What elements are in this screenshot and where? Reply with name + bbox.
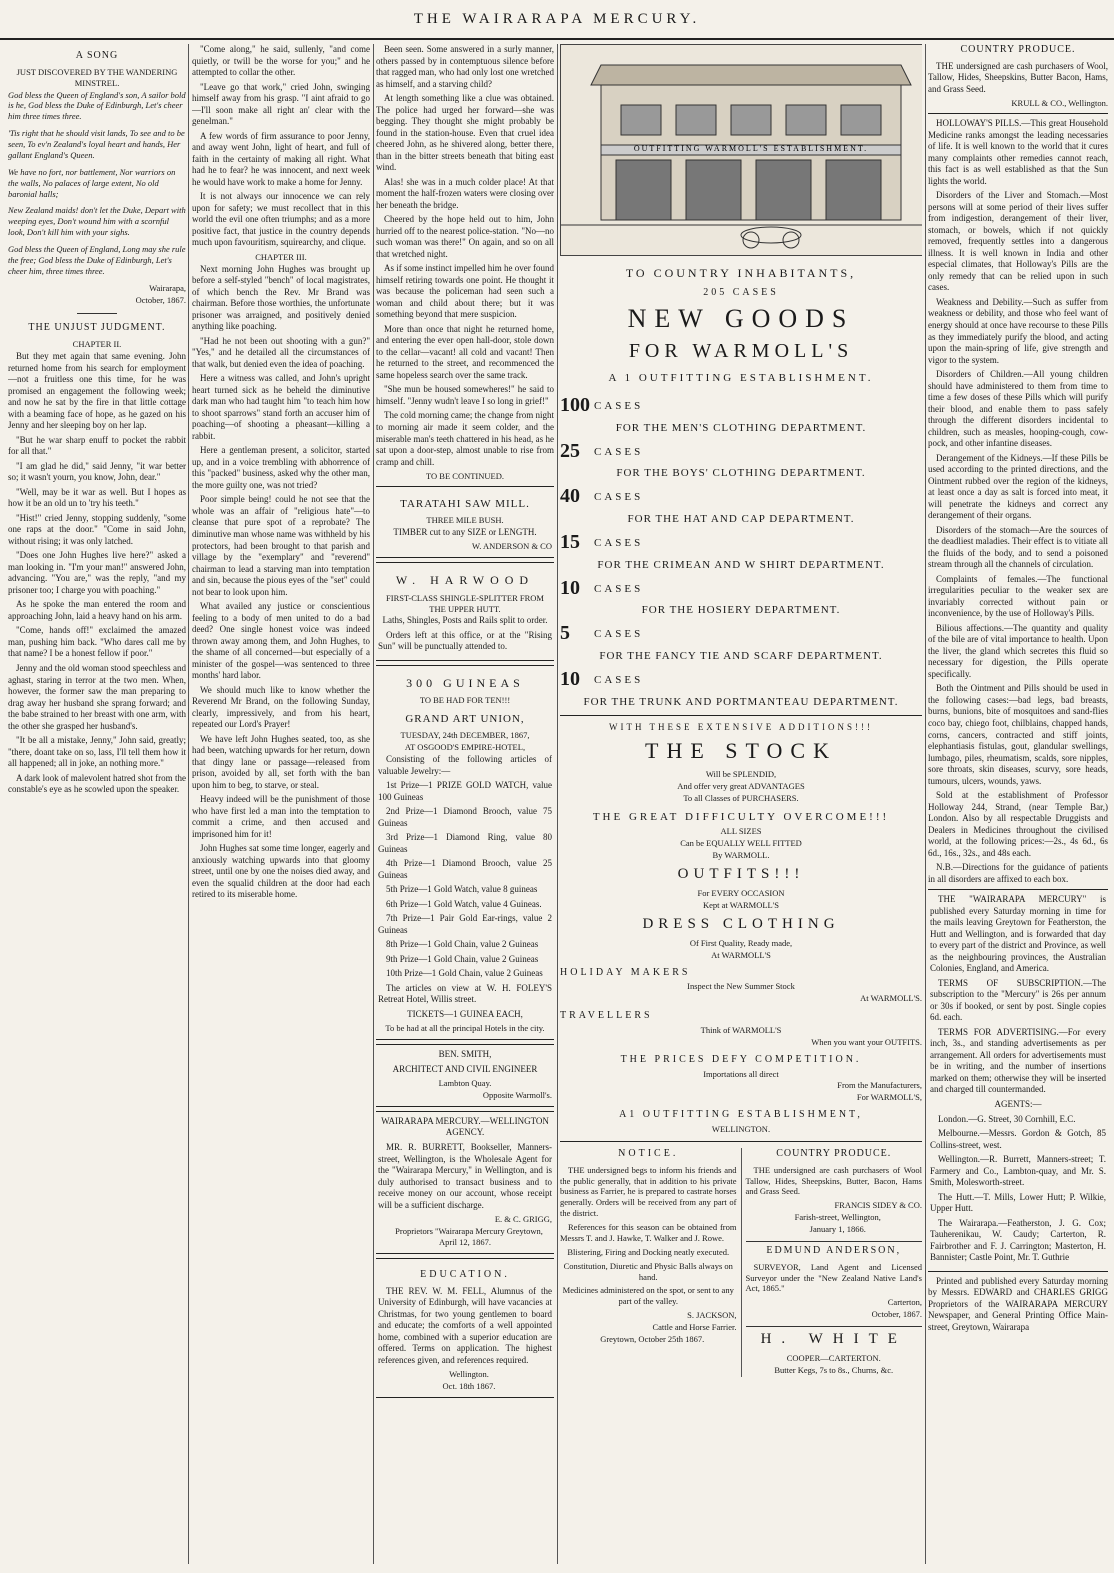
department-name: FOR THE HOSIERY DEPARTMENT.	[641, 604, 841, 617]
art-union-place: AT OSGOOD'S EMPIRE-HOTEL,	[404, 742, 526, 753]
masthead: THE WAIRARAPA MERCURY.	[0, 0, 1114, 40]
anderson-place: Carterton,	[887, 1297, 922, 1308]
prize-item: 3rd Prize—1 Diamond Ring, value 80 Guineas	[378, 832, 552, 854]
story-paragraph: A few words of firm assurance to poor Jenny, and away went John, light of heart, and full of faith in the certainty of making all right. What had he to fear? he was innocent, and next week he would have work to make a home for Jenny.	[192, 130, 370, 187]
mercury-paragraph: THE "WAIRARAPA MERCURY" is published every Saturday morning in time for the mails leaving Greytown for Featherston, the Hutt and Wellington, and is forwarded that day to every part of the district and Province, as well as the neighbouring provinces, the Australian Colonies, England, and America.	[930, 894, 1106, 974]
produce-text: THE undersigned are cash purchasers of Wool, Tallow, Hides, Sheepskins, Butter Bacon, Hams, and Grass Seed.	[928, 60, 1108, 94]
story-paragraph: Cheered by the hope held out to him, John hurried off to the nearest police-station. "No—no such woman was there!" On again, and so on all that wretched night.	[376, 214, 554, 259]
anderson-date: October, 1867.	[871, 1309, 922, 1320]
smith-title: BEN. SMITH,	[438, 1049, 492, 1060]
education-text: THE REV. W. M. FELL, Alumnus of the University of Edinburgh, will have vacancies at Christmas, for two young gentlemen to board and educate; the comforts of a well appointed home, combined with a superior education are offered. Terms on application. The highest references given, and references required.	[378, 1285, 552, 1365]
holloway-paragraph: N.B.—Directions for the guidance of patients in all disorders are affixed to each box.	[928, 862, 1108, 884]
notice-date: Greytown, October 25th 1867.	[600, 1333, 705, 1344]
difficulty-line: THE GREAT DIFFICULTY OVERCOME!!!	[592, 811, 890, 824]
for-warmoll-2: For WARMOLL'S,	[856, 1092, 922, 1103]
wellington-label: WELLINGTON.	[711, 1123, 771, 1134]
tickets-sub: To be had at all the principal Hotels in the city.	[385, 1023, 545, 1034]
harwood-text-2: Orders left at this office, or at the "Rising Sun" will be punctually attended to.	[378, 629, 552, 652]
art-union-date: TUESDAY, 24th DECEMBER, 1867,	[400, 730, 530, 741]
cases-count: 40	[560, 485, 580, 508]
stock-splendid: Will be SPLENDID,	[705, 769, 777, 780]
by-warmoll: By WARMOLL.	[712, 849, 770, 860]
saw-mill-title: TARATAHI SAW MILL.	[400, 497, 530, 510]
bottom-ads	[560, 1148, 922, 1377]
song-stanza: 'Tis right that he should visit lands, To see and to be seen, To ev'n Zealand's loyal heart and hands, Her gallant England's Queen.	[8, 128, 185, 160]
produce-text: THE undersigned are cash purchasers of Wool Tallow, Hides, Sheepskins, Butter, Bacon, Hams and Grass Seed.	[745, 1164, 922, 1197]
smith-opposite: Opposite Warmoll's.	[482, 1090, 552, 1101]
story-paragraph: Here a gentleman present, a solicitor, started up, and in a voice trembling with abhorrence of this "packed" business, asked why the other man, the more guilty one, was not tried?	[192, 445, 370, 490]
story-paragraph: As if some instinct impelled him he over found himself retiring towards one point. He thought it was because the policeman had seen such a woman and child about there; but it was something beyond that mere suspicion.	[376, 263, 554, 320]
inspect-stock: Inspect the New Summer Stock	[687, 981, 795, 992]
produce-addr: Farish-street, Wellington,	[794, 1212, 881, 1223]
agent-item: Melbourne.—Messrs. Gordon & Gotch, 85 Collins-street, west.	[930, 1128, 1106, 1150]
department-name: FOR THE MEN'S CLOTHING DEPARTMENT.	[615, 421, 867, 434]
department-name: FOR THE TRUNK AND PORTMANTEAU DEPARTMENT.	[583, 695, 899, 708]
department-item	[560, 439, 922, 481]
outfits: OUTFITS!!!	[677, 865, 805, 882]
cases-count: 10	[560, 576, 580, 599]
notice-med: Medicines administered on the spot, or sent to any part of the valley.	[562, 1285, 734, 1307]
agent-item: London.—G. Street, 30 Cornhill, E.C.	[938, 1113, 1076, 1124]
holloway-paragraph: Sold at the establishment of Professor Holloway 244, Strand, (near Temple Bar,) London. Also by all respectable Druggists and Dealers in Medicines throughout the civilised world, at the following prices:—2s., 4s 6d., 6s 6d., 16s., 32s., and 48s each.	[928, 790, 1108, 858]
agency-ad	[376, 1111, 554, 1254]
saw-mill-text: TIMBER cut to any SIZE or LENGTH.	[393, 526, 537, 537]
song-stanza: God bless the Queen of England, Long may she rule the free; God bless the Duke of Edinburgh, Let's cheer him, three times three.	[8, 244, 186, 276]
saw-mill-ad	[376, 486, 554, 558]
chapter-heading: CHAPTER II.	[72, 339, 122, 350]
story-paragraph: Next morning John Hughes was brought up before a self-styled "bench" of local magistrates, of which bench the Rev. Mr Brand was chairman. Before those worthies, the unfortunate prisoner was arraigned, and positively denied anything like poaching.	[192, 263, 370, 332]
department-item	[560, 667, 922, 709]
agent-item: The Wairarapa.—Featherston, J. G. Cox; Tauherenikau, W. Caudy; Carterton, R. Fairbrother and F. J. Carrington; Masterton, H. Bannister; Castle Point, Mr. T. Guthrie	[930, 1217, 1106, 1263]
agency-sign: E. & C. GRIGG,	[494, 1214, 552, 1225]
outfitting-establishment: A 1 OUTFITTING ESTABLISHMENT.	[608, 372, 874, 385]
divider	[928, 113, 1108, 114]
kept-at-warmoll: Kept at WARMOLL'S	[703, 899, 779, 910]
story-paragraph: Been seen. Some answered in a surly manner, others passed by in contemptuous silence before that ragged man, who had only lost one wretched as himself, and a starving child?	[376, 44, 554, 89]
holloway-paragraph: Disorders of the stomach—Are the sources of the deadliest maladies. Their effect is to vitiate all the fluids of the body, and to send a poisoned stream through all the channels of circulation.	[928, 524, 1108, 570]
the-stock: THE STOCK	[645, 738, 837, 764]
story-paragraph: "I am glad he did," said Jenny, "it war better so; it wasn't yourn, you know, John, dear."	[8, 460, 186, 483]
column-rule	[557, 44, 558, 1564]
continued-label: TO BE CONTINUED.	[426, 471, 504, 482]
mercury-notice	[928, 889, 1108, 1271]
notice-const: Constitution, Diuretic and Physic Balls always on hand.	[563, 1260, 733, 1282]
notice-refs: References for this season can be obtained from Messrs T. and J. Hawke, T. Walker and J. Rowe.	[560, 1222, 737, 1243]
story-paragraph: "Come along," he said, sullenly, "and come quietly, or twill be the worse for you;" and he attempted to collar the other.	[192, 44, 370, 78]
at-warmoll: At WARMOLL'S	[711, 949, 771, 960]
cases-205: 205 CASES	[703, 287, 779, 299]
prize-item: 7th Prize—1 Pair Gold Ear-rings, value 2 Guineas	[378, 913, 552, 935]
all-sizes: ALL SIZES	[720, 826, 762, 837]
song-title: A SONG	[75, 50, 119, 61]
song-date: October, 1867.	[135, 294, 186, 305]
to-country: TO COUNTRY INHABITANTS,	[625, 266, 857, 280]
white-title: H. WHITE	[746, 1326, 923, 1349]
prize-item: 9th Prize—1 Gold Chain, value 2 Guineas	[386, 953, 539, 964]
storefront-engraving	[560, 44, 922, 256]
prize-item: 8th Prize—1 Gold Chain, value 2 Guineas	[386, 939, 539, 950]
story-title: THE UNJUST JUDGMENT.	[28, 322, 166, 334]
cases-word: CASES	[594, 491, 644, 504]
storefront-sign: OUTFITTING WARMOLL'S ESTABLISHMENT.	[633, 144, 869, 153]
song-place: Wairarapa,	[149, 282, 186, 293]
holiday-makers: HOLIDAY MAKERS	[560, 966, 691, 978]
story-paragraph: What availed any justice or conscientious feeling to a body of men united to do a bad deed? One single honest voice was indeed thrown away among them, and John Hughes, to the shame of all concerned—but especially of a minister of the gospel—was sentenced to three months' hard labor.	[192, 601, 370, 681]
art-union-view: The articles on view at W. H. FOLEY'S Retreat Hotel, Willis street.	[378, 982, 552, 1005]
song-stanza: New Zealand maids! don't let the Duke, Depart with weeping eyes, Don't wound him with a scornful look, Don't kill him with your sighs.	[8, 205, 186, 238]
story-paragraph: More than once that night he returned home, and entering the ever open hall-door, stole down to the cellar—vacant! all cold and vacant! Then he returned to the street, and recommenced the same hopeless search over the same track.	[376, 323, 554, 380]
story-paragraph: Jenny and the old woman stood speechless and aghast, staring in terror at the two men. When, however, the former saw the man preparing to drag away her husband she sprang forward; and the babe strained to her breast with one arm, with the other she grasped her husband's.	[8, 662, 186, 731]
divider	[77, 313, 117, 314]
department-item	[560, 621, 922, 663]
harwood-title: W. HARWOOD	[395, 573, 535, 588]
prize-item: 4th Prize—1 Diamond Brooch, value 25 Guineas	[378, 858, 552, 880]
education-place: Wellington.	[449, 1369, 489, 1380]
cases-count: 25	[560, 439, 580, 462]
departments-list	[560, 393, 922, 709]
agency-sign-2: Proprietors "Wairarapa Mercury Greytown, April 12, 1867.	[395, 1225, 543, 1247]
prices-line: THE PRICES DEFY COMPETITION.	[620, 1053, 862, 1065]
from-manufacturers: From the Manufacturers,	[837, 1080, 922, 1091]
agency-title: WAIRARAPA MERCURY.—WELLINGTON AGENCY.	[381, 1115, 549, 1138]
agent-item: Wellington.—R. Burrett, Manners-street; T. Farmery and Co., Lambton-quay, and Mr. S. Smith, Molesworth-street.	[930, 1154, 1106, 1188]
smith-role: ARCHITECT AND CIVIL ENGINEER	[392, 1063, 538, 1074]
divider	[560, 1141, 922, 1142]
fitted: Can be EQUALLY WELL FITTED	[680, 838, 802, 849]
anderson-text: SURVEYOR, Land Agent and Licensed Surveyor under the "New Zealand Native Land's Act, 1865."	[745, 1261, 922, 1294]
story-paragraph: It is not always our innocence we can rely upon for safety; we must recollect that in this world the evil one often triumphs; and as a more positive fact, that justice in the country depends much upon favouritism, squirearchy, and clique.	[192, 191, 370, 248]
column-rule	[188, 44, 189, 1564]
every-occasion: For EVERY OCCASION	[697, 887, 785, 898]
harwood-text: Laths, Shingles, Posts and Rails split to order.	[382, 615, 548, 626]
story-paragraph: "Come, hands off!" exclaimed the amazed man, pushing him back. "Who dares call me by that name? I be a honest fellow if poor."	[8, 625, 186, 659]
smith-place: Lambton Quay.	[438, 1078, 492, 1089]
art-union-desc: Consisting of the following articles of valuable Jewelry:—	[378, 753, 552, 776]
story-paragraph: At length something like a clue was obtained. The police had urged her forward—she was begging. They thought she might probably be found in the station-house. Even that cruel idea cheered John, as he shivered along, better there, than in the bitter streets beneath that biting east wind.	[376, 93, 554, 173]
story-paragraph: "She mun be housed somewheres!" he said to himself. "Jenny wudn't leave I so long in grief!"	[376, 384, 554, 406]
notice-sign: S. JACKSON,	[687, 1310, 737, 1321]
mercury-paragraph: TERMS OF SUBSCRIPTION.—The subscription to the "Mercury" is 26s per annum or 30s if booked, or sent by post. Single copies 6d. each.	[930, 977, 1106, 1023]
department-item	[560, 530, 922, 572]
guineas-title: 300 GUINEAS	[406, 675, 524, 690]
saw-mill-sub: THREE MILE BUSH.	[426, 515, 504, 525]
prize-item: 2nd Prize—1 Diamond Brooch, value 75 Guineas	[378, 806, 552, 828]
want-outfits: When you want your OUTFITS.	[811, 1036, 922, 1047]
produce-anderson-white	[741, 1148, 923, 1377]
cases-word: CASES	[594, 673, 644, 686]
story-paragraph: We should much like to know whether the Reverend Mr Brand, on the following Sunday, clearly, impressively, and from his heart, repeated our Lord's Prayer!	[192, 684, 370, 730]
story-paragraph: Heavy indeed will be the punishment of those who have first led a man into the temptation to commit a crime, and then accused and imprisoned him for it!	[192, 794, 370, 839]
holloway-paragraph: Both the Ointment and Pills should be used in the following cases:—bad legs, bad breasts, burns, bunions, bite of mosquitoes and sand-flies coco bay, chiego foot, chilblains, chapped hands, corns, cancers, contracted and stiff joints, elephantiasis fistulas, gout, glandular swellings, lumbago, piles, rheumatism, scalds, sore nipples, sore throats, skin diseases, scurvy, sore heads, tumours, ulcers, wounds, yaws.	[928, 683, 1108, 786]
cases-word: CASES	[594, 445, 644, 458]
song-stanza: We have no fort, nor battlement, Nor warriors on the walls, No palaces of large extent, No old baronial halls;	[8, 166, 176, 199]
art-union-ad	[376, 665, 554, 1040]
holloway-paragraph: Disorders of the Liver and Stomach.—Most persons will at some period of their lives suffer from indigestion, derangement of their liver, stomach, or bowels, which if not quickly removed, frequently settles into a dangerous illness. It is well known in India and other especial climates, that Holloway's Pills are the only remedy that can be relied upon in such cases.	[928, 190, 1108, 293]
department-name: FOR THE CRIMEAN AND W SHIRT DEPARTMENT.	[597, 558, 885, 571]
holloway-paragraph: Disorders of Children.—All young children should have administered to them from time to time a few doses of these Pills which will purify their blood, and enable them to pass safely through the different disorders incidental to children, such as measles, hooping-cough, cow-pock, and other infantine diseases.	[928, 369, 1108, 449]
imprint: Printed and published every Saturday morning by Messrs. EDWARD and CHARLES GRIGG Proprietors of the WAIRARAPA MERCURY Newspaper, and General Printing Office Main-street, Greytown, Wairarapa	[928, 1275, 1108, 1332]
new-goods: NEW GOODS	[627, 304, 855, 334]
department-item	[560, 484, 922, 526]
produce-date: January 1, 1866.	[809, 1224, 866, 1235]
cases-count: 5	[560, 622, 570, 645]
department-item	[560, 576, 922, 618]
tickets-label: TICKETS—1 GUINEA EACH,	[407, 1008, 523, 1019]
department-name: FOR THE BOYS' CLOTHING DEPARTMENT.	[616, 467, 866, 480]
song-subtitle: JUST DISCOVERED BY THE WANDERING MINSTREL.	[16, 66, 178, 88]
department-item	[560, 393, 922, 435]
notice-text: THE undersigned begs to inform his friends and the public generally, that in addition to his private business as Farrier, he is prepared to castrate horses generally. Orders will be received from any part of the district.	[560, 1164, 737, 1219]
cases-count: 100	[560, 394, 590, 417]
produce-title: COUNTRY PRODUCE.	[960, 44, 1076, 55]
story-paragraph: "Leave go that work," cried John, swinging himself away from his grasp. "I aint afraid to go—I'll soon make all right an' clear with the genelman."	[192, 81, 370, 127]
column-rule	[925, 44, 926, 1564]
story-paragraph: As he spoke the man entered the room and approaching John, laid a heavy hand on his arm.	[8, 599, 186, 621]
cases-word: CASES	[594, 628, 644, 641]
holloway-paragraph: Complaints of females.—The functional irregularities peculiar to the weaker sex are invariably corrected without pain or inconvenience, by the use of Holloway's Pills.	[928, 573, 1108, 619]
at-warmoll-2: At WARMOLL'S.	[860, 993, 922, 1004]
column-1	[8, 44, 186, 1564]
first-quality: Of First Quality, Ready made,	[689, 937, 793, 948]
column-4	[560, 44, 922, 1564]
stock-advantages: And offer very great ADVANTAGES	[677, 781, 805, 792]
chapter-heading: CHAPTER III.	[255, 251, 307, 262]
importations: Importations all direct	[703, 1068, 779, 1079]
prize-item: 6th Prize—1 Gold Watch, value 4 Guineas.	[386, 898, 542, 909]
guineas-sub: TO BE HAD FOR TEN!!!	[419, 695, 511, 706]
saw-mill-sign: W. ANDERSON & CO	[472, 541, 552, 552]
holloway-paragraph: Weakness and Debility.—Such as suffer from weakness or debility, and those who feel want of energy should at once have recourse to these Pills as they immediately purify the blood, and acting upon the main-spring of life, give strength and vigor to the system.	[928, 296, 1108, 365]
cases-count: 15	[560, 531, 580, 554]
additions-line: WITH THESE EXTENSIVE ADDITIONS!!!	[608, 721, 874, 732]
story-paragraph: Poor simple being! could he not see that the whole was an affair of "religious hate"—to cleanse that pure spot of a reprobate? The diminutive man whose name was withheld by his protectors, had been brought to that parish and village by the "exemplary" and "reverend" chairman to lead a starving man into temptation and sin, because the pious eyes of the "set" could not bear to look upon him.	[192, 494, 370, 597]
agent-item: The Hutt.—T. Mills, Lower Hutt; P. Wilkie, Upper Hutt.	[930, 1191, 1106, 1214]
storefront-illustration	[561, 45, 922, 255]
story-paragraph: "It be all a mistake, Jenny," John said, greatly; "there, doant take on so, lass, I'll tell them how it all happened; all in joke, an nothing more."	[8, 735, 186, 769]
story-paragraph: "Had he not been out shooting with a gun?" "Yes," and he detailed all the circumstances of that walk, but denied even the idea of poaching.	[192, 335, 370, 369]
white-role: COOPER—CARTERTON.	[786, 1353, 881, 1364]
for-warmoll: FOR WARMOLL'S	[628, 340, 854, 363]
produce-title: COUNTRY PRODUCE.	[776, 1147, 892, 1159]
story-paragraph: We have left John Hughes seated, too, as she had been, watching upwards for her return, down that dingy lane or passage—released from prison, avoided by all, set forth with the ban upon him to beg, to starve, or steal.	[192, 733, 370, 790]
song-stanza: God bless the Queen of England's son, A sailor bold is he, God bless the Duke of Edinburgh, Let's cheer him three times three.	[8, 89, 186, 122]
cases-word: CASES	[594, 399, 644, 412]
dress-clothing: DRESS CLOTHING	[642, 915, 840, 932]
education-date: Oct. 18th 1867.	[442, 1380, 496, 1391]
holloway-paragraph: Derangement of the Kidneys.—If these Pills be used according to the printed directions, and the Ointment rubbed over the region of the kidneys, at least once a day as salt is forced into meat, it will penetrate the kidneys and correct any derangement of their organs.	[928, 452, 1108, 521]
stock-purchasers: To all Classes of PURCHASERS.	[683, 793, 799, 804]
department-name: FOR THE HAT AND CAP DEPARTMENT.	[627, 513, 855, 526]
education-ad	[376, 1258, 554, 1398]
department-name: FOR THE FANCY TIE AND SCARF DEPARTMENT.	[599, 650, 883, 663]
harwood-sub: FIRST-CLASS SHINGLE-SPLITTER FROM THE UPPER HUTT.	[386, 592, 544, 614]
notice-blister: Blistering, Firing and Docking neatly executed.	[567, 1246, 730, 1257]
song-poem	[8, 90, 186, 277]
story-paragraph: "Does one John Hughes live here?" asked a man looking in. "I'm your man!" answered John, advancing. "You are," was the reply, "and my prisoner too; I charge you with poaching."	[8, 550, 186, 595]
notice-role: Cattle and Horse Farrier.	[652, 1322, 737, 1333]
produce-sign: FRANCIS SIDEY & CO.	[834, 1200, 922, 1211]
column-3	[376, 44, 554, 1564]
agents-title: AGENTS:—	[994, 1098, 1042, 1109]
story-paragraph: John Hughes sat some time longer, eagerly and anxiously watching upwards into that gloomy street, until one by one the noises died away, and even the squalid children at the door had each retired to its miserable home.	[192, 843, 370, 900]
story-paragraph: A dark look of malevolent hatred shot from the constable's eye as he scowled upon the speaker.	[8, 772, 186, 795]
column-2	[192, 44, 370, 1564]
travellers: TRAVELLERS	[560, 1010, 653, 1022]
story-paragraph: Alas! she was in a much colder place! At that moment the half-frozen waters were closing over her beneath the bridge.	[376, 176, 554, 210]
story-paragraph: "Hist!" cried Jenny, stopping suddenly, "some one raps at the door." "Come in said John, without rising; it was only latched.	[8, 512, 186, 546]
story-paragraph: But they met again that same evening. John returned home from his search for employment—not a fruitless one this time, for he was promised an engagement the following week; and now he sat by the fire in that little cottage with a beaming face of hope, as he gazed on his Jenny and her sleeping boy on her lap.	[8, 351, 186, 431]
white-text: Butter Kegs, 7s to 8s., Churns, &c.	[774, 1365, 894, 1376]
cases-word: CASES	[594, 582, 644, 595]
cases-count: 10	[560, 668, 580, 691]
agency-text: MR. R. BURRETT, Bookseller, Manners-street, Wellington, is the Wholesale Agent for the "Wairarapa Mercury," in Wellington, and is duly authorised to transact business and to receive money on our account, whose receipt will be a sufficient discharge.	[378, 1141, 552, 1210]
holloway-paragraph: Bilious affections.—The quantity and quality of the bile are of vital importance to health. Upon the liver, the gland which secretes this fluid so necessary for digestion, the Pills operate specifically.	[928, 622, 1108, 679]
a1-establishment: A1 OUTFITTING ESTABLISHMENT,	[619, 1109, 863, 1121]
harwood-ad	[376, 562, 554, 661]
art-union-title: GRAND ART UNION,	[405, 713, 525, 726]
anderson-title: EDMUND ANDERSON,	[746, 1241, 923, 1258]
prize-item: 1st Prize—1 PRIZE GOLD WATCH, value 100 Guineas	[378, 780, 552, 802]
think-of-warmoll: Think of WARMOLL'S	[700, 1025, 782, 1036]
prize-item: 10th Prize—1 Gold Chain, value 2 Guineas	[386, 968, 543, 979]
prize-item: 5th Prize—1 Gold Watch, value 8 guineas	[386, 884, 538, 895]
column-rule	[373, 44, 374, 1564]
smith-ad	[376, 1044, 554, 1107]
divider	[560, 715, 922, 716]
story-paragraph: Here a witness was called, and John's upright heart turned sick as he beheld the diminutive dark man who had taught him "to teach him how to shoot sparrows" stand forth an accuser him of poaching—of shooting a pheasant—killing a rabbit.	[192, 373, 370, 441]
column-5	[928, 44, 1108, 1564]
holloway-paragraph: HOLLOWAY'S PILLS.—This great Household Medicine ranks amongst the leading necessaries of life. It is well known to the world that it cures many complaints other remedies cannot reach, this fact is as well established as that the Sun lights the world.	[928, 118, 1108, 186]
education-title: EDUCATION.	[420, 1268, 510, 1280]
notice-title: NOTICE.	[618, 1147, 679, 1159]
story-paragraph: The cold morning came; the change from night to morning air made it seem colder, and the miserable man's teeth chattered in his head, as he sat upon a door-step, almost unable to rise from cramp and chill.	[376, 410, 554, 467]
story-paragraph: "Well, may be it war as well. But I hopes as how it be an old un to 'try his teeth."	[8, 486, 186, 509]
story-paragraph: "But he war sharp enuff to pocket the rabbit for all that."	[8, 434, 186, 457]
produce-sign: KRULL & CO., Wellington.	[1011, 98, 1108, 109]
notice-ad	[560, 1148, 737, 1377]
cases-word: CASES	[594, 536, 644, 549]
mercury-paragraph: TERMS FOR ADVERTISING.—For every inch, 3s., and standing advertisements as per arrangement. All orders for advertisements must be in writing, and the number of insertions marked on them; otherwise they will be inserted and charged till countermanded.	[930, 1026, 1106, 1095]
